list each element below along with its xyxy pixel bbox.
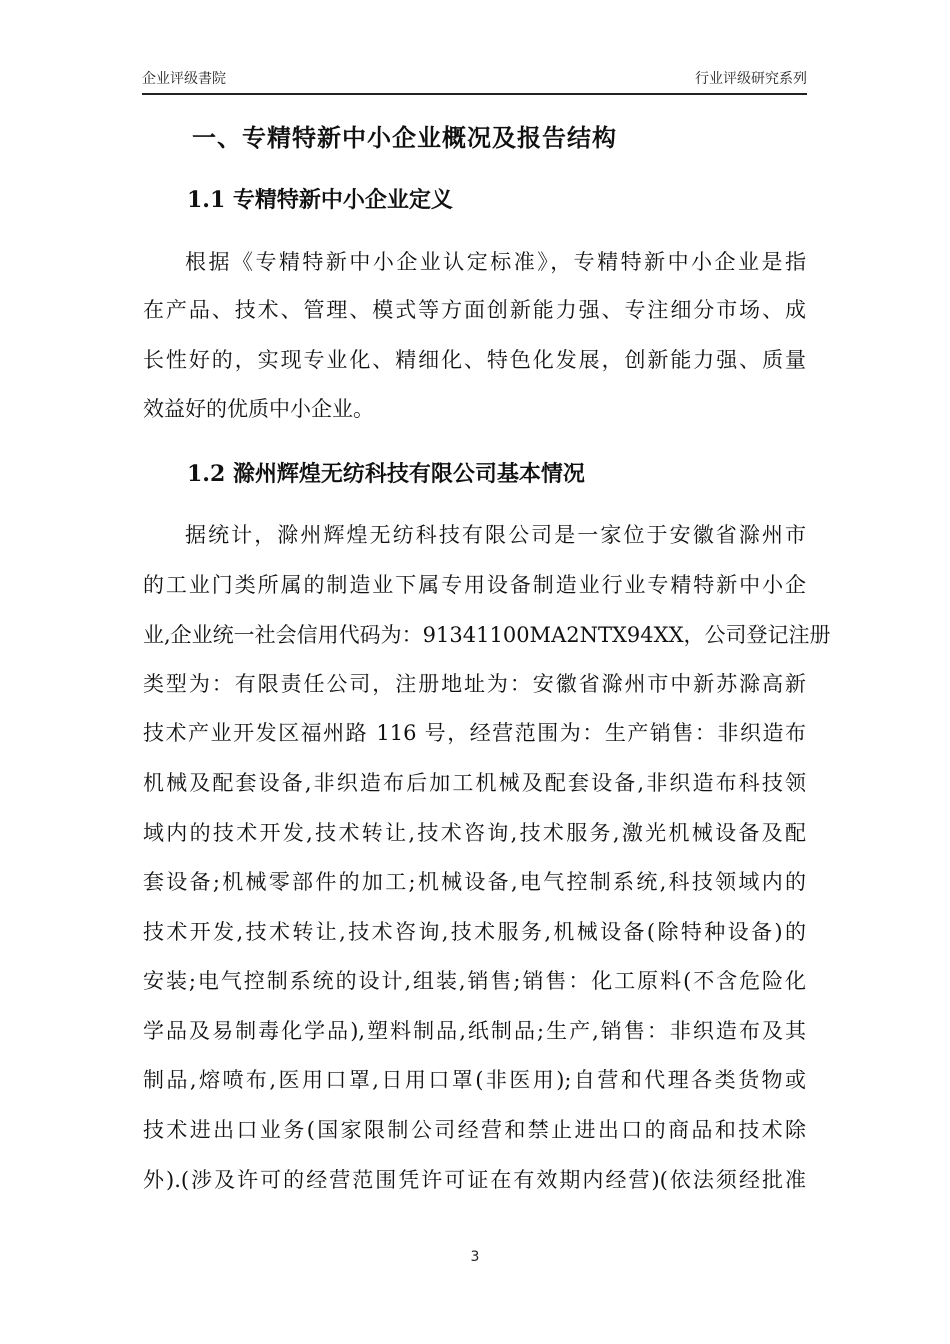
page-header bbox=[142, 68, 807, 90]
paragraph-line: 学品及易制毒化学品),塑料制品,纸制品;生产,销售：非织造布及其 bbox=[143, 1019, 806, 1043]
paragraph-line: 据统计，滁州辉煌无纺科技有限公司是一家位于安徽省滁州市 bbox=[185, 523, 806, 547]
paragraph-line: 技术产业开发区福州路 116 号，经营范围为：生产销售：非织造布 bbox=[143, 721, 806, 745]
paragraph-line: 业,企业统一社会信用代码为：91341100MA2NTX94XX，公司登记注册 bbox=[143, 623, 831, 647]
paragraph-line: 套设备;机械零部件的加工;机械设备,电气控制系统,科技领域内的 bbox=[143, 870, 806, 894]
paragraph-line: 制品,熔喷布,医用口罩,日用口罩(非医用);自营和代理各类货物或 bbox=[143, 1068, 806, 1092]
subsection-title-1-1: 1.1 专精特新中小企业定义 bbox=[187, 187, 453, 213]
paragraph-line: 类型为：有限责任公司，注册地址为：安徽省滁州市中新苏滁高新 bbox=[143, 672, 806, 696]
header-left-title: 企业评级書院 bbox=[142, 71, 226, 87]
paragraph-line: 效益好的优质中小企业。 bbox=[143, 397, 374, 421]
header-right-title: 行业评级研究系列 bbox=[695, 71, 807, 87]
subsection-title-1-2: 1.2 滁州辉煌无纺科技有限公司基本情况 bbox=[187, 461, 585, 487]
header-divider bbox=[142, 93, 807, 95]
paragraph-line: 的工业门类所属的制造业下属专用设备制造业行业专精特新中小企 bbox=[143, 573, 806, 597]
paragraph-line: 技术进出口业务(国家限制公司经营和禁止进出口的商品和技术除 bbox=[143, 1118, 806, 1142]
paragraph-line: 长性好的，实现专业化、精细化、特色化发展，创新能力强、质量 bbox=[143, 348, 806, 372]
paragraph-line: 安装;电气控制系统的设计,组装,销售;销售：化工原料(不含危险化 bbox=[143, 969, 806, 993]
paragraph-line: 域内的技术开发,技术转让,技术咨询,技术服务,激光机械设备及配 bbox=[143, 821, 806, 845]
paragraph-line: 技术开发,技术转让,技术咨询,技术服务,机械设备(除特种设备)的 bbox=[143, 920, 806, 944]
paragraph-line: 在产品、技术、管理、模式等方面创新能力强、专注细分市场、成 bbox=[143, 298, 806, 322]
paragraph-line: 根据《专精特新中小企业认定标准》，专精特新中小企业是指 bbox=[185, 250, 806, 274]
page-number: 3 bbox=[470, 1249, 480, 1265]
paragraph-line: 机械及配套设备,非织造布后加工机械及配套设备,非织造布科技领 bbox=[143, 771, 806, 795]
paragraph-line: 外).(涉及许可的经营范围凭许可证在有效期内经营)(依法须经批准 bbox=[143, 1168, 806, 1192]
section-title: 一、专精特新中小企业概况及报告结构 bbox=[192, 123, 617, 152]
